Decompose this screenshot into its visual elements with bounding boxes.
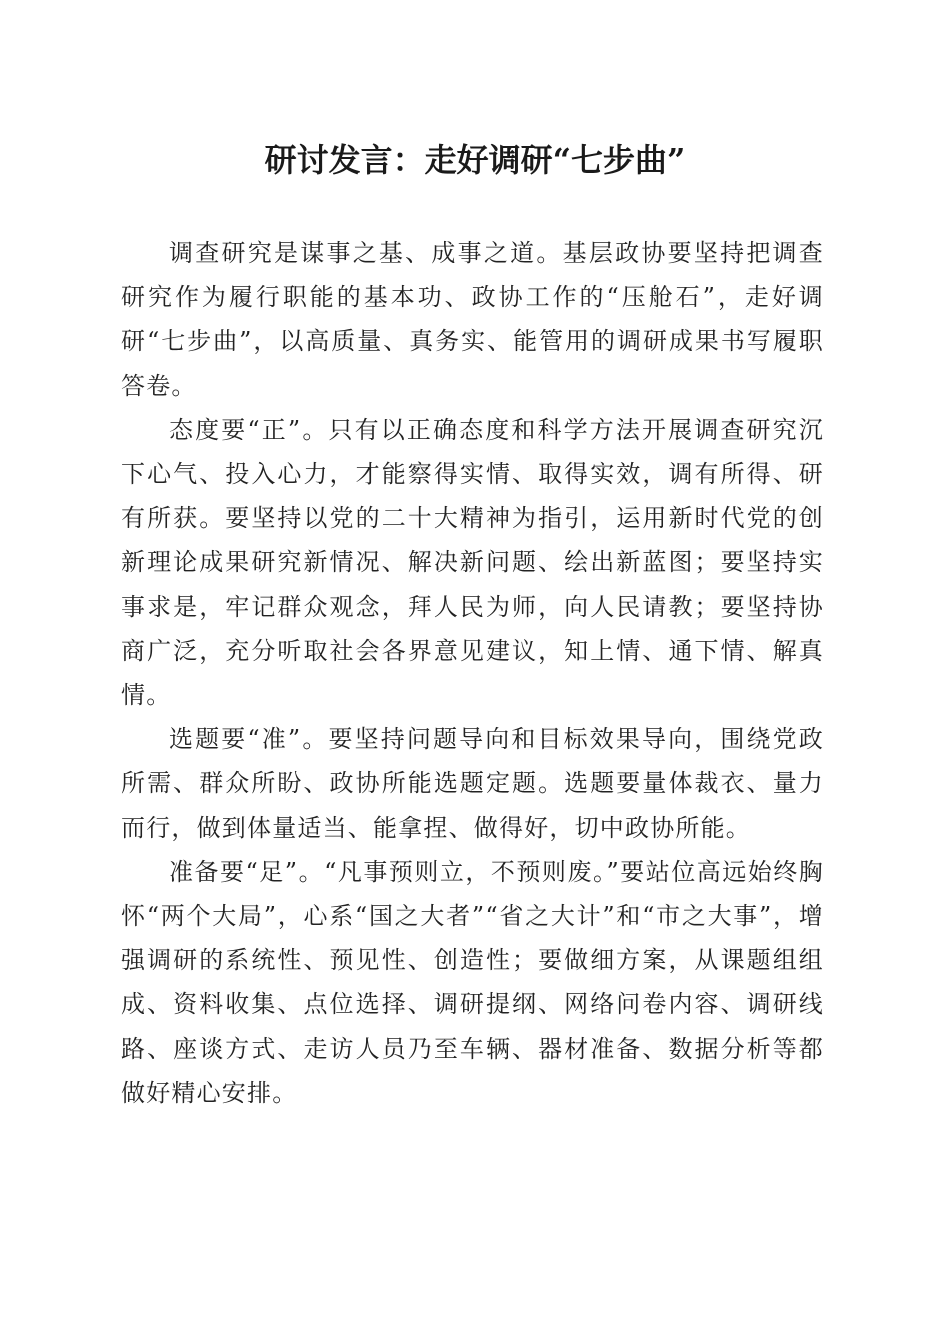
document-body — [121, 231, 824, 1115]
paragraph-topic-selection: 选题要“准”。要坚持问题导向和目标效果导向，围绕党政所需、群众所盼、政协所能选题定题。选题要量体裁衣、量力而行，做到体量适当、能拿捏、做得好，切中政协所能。 — [121, 725, 824, 842]
paragraph-attitude: 态度要“正”。只有以正确态度和科学方法开展调查研究沉下心气、投入心力，才能察得实情、取得实效，调有所得、研有所获。要坚持以党的二十大精神为指引，运用新时代党的创新理论成果研究新情况、解决新问题、绘出新蓝图；要坚持实事求是，牢记群众观念，拜人民为师，向人民请教；要坚持协商广泛，充分听取社会各界意见建议，知上情、通下情、解真情。 — [121, 415, 824, 710]
document-title: 研讨发言：走好调研“七步曲” — [264, 141, 686, 179]
paragraph-preparation: 准备要“足”。“凡事预则立，不预则废。”要站位高远始终胸怀“两个大局”，心系“国之大者”“省之大计”和“市之大事”，增强调研的系统性、预见性、创造性；要做细方案，从课题组组成、资料收集、点位选择、调研提纲、网络问卷内容、调研线路、座谈方式、走访人员乃至车辆、器材准备、数据分析等都做好精心安排。 — [121, 857, 824, 1107]
paragraph-intro: 调查研究是谋事之基、成事之道。基层政协要坚持把调查研究作为履行职能的基本功、政协工作的“压舱石”，走好调研“七步曲”，以高质量、真务实、能管用的调研成果书写履职答卷。 — [121, 239, 824, 400]
